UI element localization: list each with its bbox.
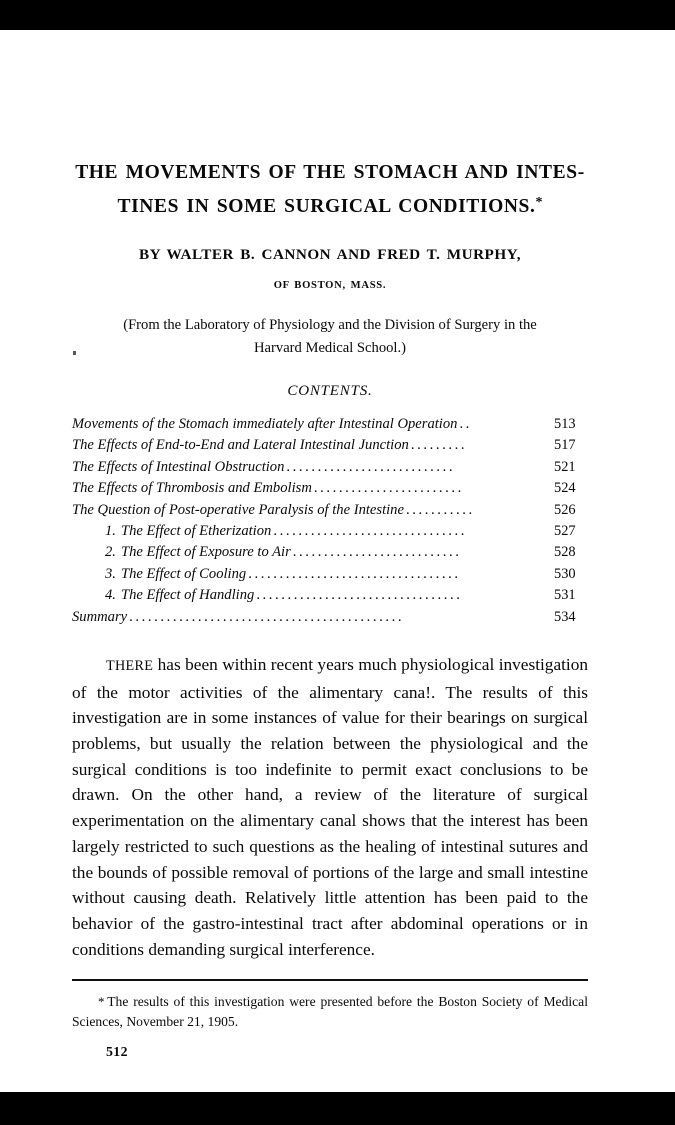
page-number: 512 xyxy=(106,1044,128,1060)
title-footnote-marker: * xyxy=(535,195,543,210)
toc-leader-dots: .................................. xyxy=(248,565,461,582)
toc-entry-number: 1. xyxy=(105,522,116,539)
toc-leader-dots: ............................... xyxy=(273,522,468,539)
laboratory-affiliation xyxy=(72,291,588,360)
toc-leader-dots: ........... xyxy=(405,501,475,518)
toc-entry-number: 2. xyxy=(105,544,116,561)
lab-line-2: Harvard Medical School.) xyxy=(254,339,406,356)
toc-entry-page: 526 xyxy=(554,501,576,518)
lab-line-1: (From the Laboratory of Physiology and the Division of Surgery in the xyxy=(123,316,537,333)
toc-leader-dots: ............................................ xyxy=(129,608,405,625)
toc-entry[interactable] xyxy=(72,585,588,606)
toc-leader-dots: ......... xyxy=(410,437,468,454)
page-content xyxy=(72,0,588,1060)
toc-leader-dots: ........................ xyxy=(313,480,464,497)
toc-entry[interactable] xyxy=(72,564,588,585)
toc-entry-page: 513 xyxy=(554,415,576,432)
toc-entry-number: 4. xyxy=(105,587,116,604)
footnote-text: The results of this investigation were presented before the Boston Society of Medical Sciences, November 21, 1905. xyxy=(72,994,588,1030)
toc-entry[interactable] xyxy=(72,607,588,628)
affiliation-city: OF BOSTON, MASS. xyxy=(273,279,387,291)
toc-leader-dots: ................................. xyxy=(256,587,463,604)
toc-entry[interactable] xyxy=(72,457,588,478)
page-title xyxy=(72,0,588,222)
opening-smallcaps: THERE xyxy=(106,657,154,674)
toc-entry-label: The Effect of Etherization xyxy=(120,522,272,539)
toc-leader-dots: ........................... xyxy=(292,544,462,561)
title-line-2: TINES IN SOME SURGICAL CONDITIONS. xyxy=(117,195,536,217)
toc-entry-page: 524 xyxy=(554,480,576,497)
toc-entry[interactable] xyxy=(72,435,588,456)
toc-entry[interactable] xyxy=(72,521,588,542)
toc-entry[interactable] xyxy=(72,500,588,521)
toc-entry-page: 530 xyxy=(554,565,576,582)
title-line-1: THE MOVEMENTS OF THE STOMACH AND INTES- xyxy=(75,162,585,183)
toc-leader-dots: .. xyxy=(459,415,472,432)
toc-leader-dots: ........................... xyxy=(286,458,456,475)
toc-entry-label: The Effects of End-to-End and Lateral Intestinal Junction xyxy=(72,437,409,454)
toc-entry-label: The Effects of Thrombosis and Embolism xyxy=(72,480,312,497)
table-of-contents xyxy=(72,400,588,628)
toc-entry[interactable] xyxy=(72,414,588,435)
toc-entry-label: The Effects of Intestinal Obstruction xyxy=(72,458,285,475)
toc-entry-page: 517 xyxy=(554,437,576,454)
toc-entry-label: The Effect of Cooling xyxy=(120,565,247,582)
toc-entry[interactable] xyxy=(72,478,588,499)
toc-entry-page: 534 xyxy=(554,608,576,625)
footnote-marker: * xyxy=(98,994,105,1010)
toc-entry-page: 521 xyxy=(554,458,576,475)
toc-entry-number: 3. xyxy=(105,565,116,582)
body-text: has been within recent years much physiological investigation of the motor activities of the alimentary cana!. The results of this investigation are in some instances of value for their bearings on surgical problems, but usually the relation between the physiological and the surgical conditions is too indefinite to permit exact conclusions to be drawn. On the other hand, a review of the literature of surgical experimentation on the alimentary canal shows that the interest has been largely restricted to such questions as the healing of intestinal sutures and the bounds of possible removal of portions of the large and small intestine without causing death. Relatively little attention has been paid to the behavior of the gastro-intestinal tract after abdominal operations or in conditions demanding surgical interference. xyxy=(72,654,588,959)
toc-entry-page: 528 xyxy=(554,544,576,561)
toc-entry-label: The Question of Post-operative Paralysis of the Intestine xyxy=(72,501,404,518)
toc-entry-label: Movements of the Stomach immediately after Intestinal Operation xyxy=(72,415,458,432)
footnote xyxy=(72,981,588,1032)
author-byline: BY WALTER B. CANNON AND FRED T. MURPHY, xyxy=(138,245,521,263)
toc-entry-page: 527 xyxy=(554,522,576,539)
toc-entry-label: The Effect of Exposure to Air xyxy=(120,544,291,561)
toc-entry-label: Summary xyxy=(72,608,128,625)
contents-heading: CONTENTS. xyxy=(287,382,373,399)
body-paragraph xyxy=(72,628,588,962)
toc-entry[interactable] xyxy=(72,542,588,563)
toc-entry-label: The Effect of Handling xyxy=(120,587,255,604)
toc-entry-page: 531 xyxy=(554,587,576,604)
scan-edge-bottom xyxy=(0,1092,675,1125)
